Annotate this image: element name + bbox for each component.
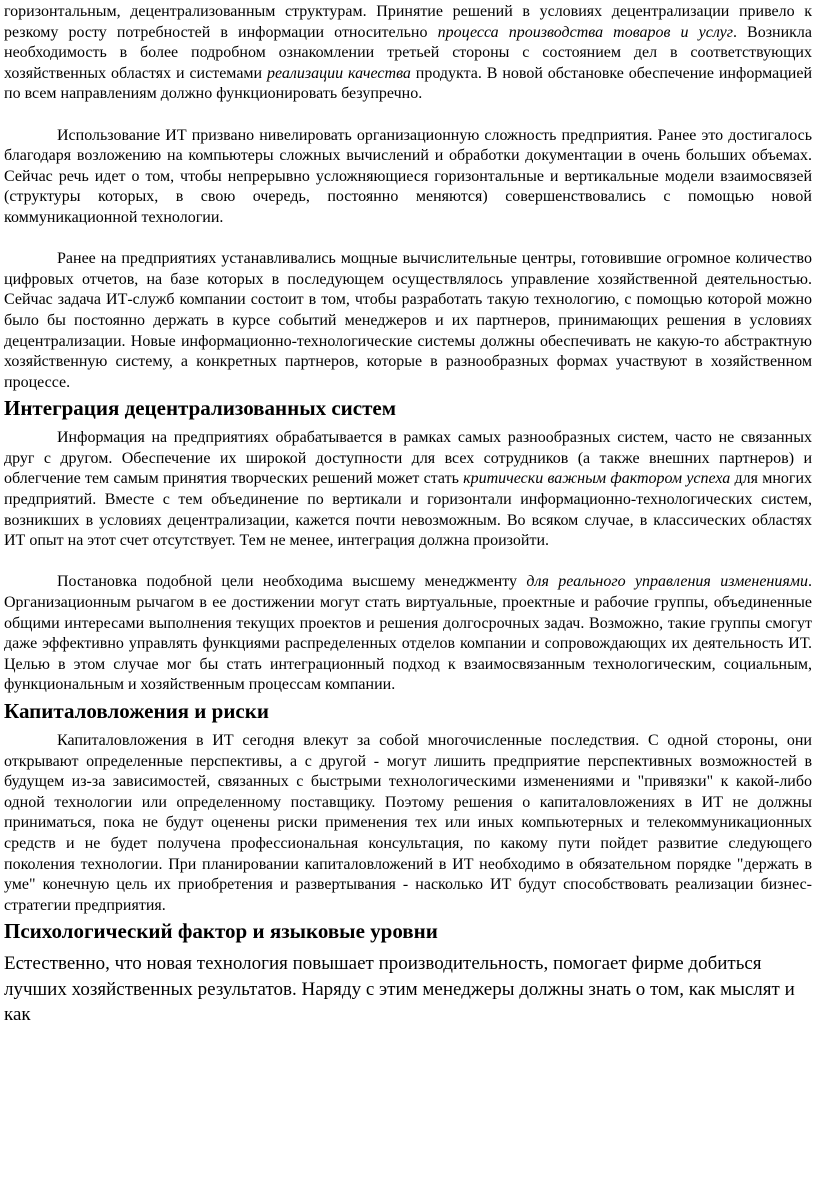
emphasis-change-management: для реального управления изменениями [526, 573, 809, 591]
heading-integration: Интеграция децентрализованных систем [4, 396, 397, 421]
paragraph-decentralization: горизонтальным, децентрализованным структурам. Принятие решений в условиях децентрализации привело к резкому росту потребностей в информации относительно процесса производства товаров и услуг. Возникла необходимость в более подробном ознакомлении третьей стороны с состоянием дел в соответствующих хозяйственных областях и системами реализации качества продукта. В новой обстановке обеспечение информацией по всем направлениям должно функционировать безупречно. [4, 3, 813, 103]
paragraph-management-goal: Постановка подобной цели необходима высшему менеджменту для реального управления изменениями. Организационным рычагом в ее достижении могут стать виртуальные, проектные и рабочие группы, объединенные общими интересами выполнения текущих проектов и решения долгосрочных задач. Возможно, такие группы смогут даже эффективно управлять функциями распределенных отделов компании и сопровождающих их деятельность ИТ. Целью в этом случае мог бы стать интеграционный подход к взаимосвязанным технологическим, социальным, функциональным и хозяйственным процессам компании. [4, 573, 813, 694]
paragraph-psychology: Естественно, что новая технология повышает производительность, помогает фирме добиться лучших хозяйственных результатов. Наряду с этим менеджеры должны знать о том, как мыслят и как [4, 953, 795, 1026]
paragraph-investments: Капиталовложения в ИТ сегодня влекут за собой многочисленные последствия. С одной стороны, они открывают определенные перспективы, а с другой - могут лишить предприятие перспективных возможностей в будущем из-за зависимостей, связанных с быстрыми технологическими изменениями и "привязки" к какой-либо одной технологии или определенному поставщику. Поэтому решения о капиталовложениях в ИТ не должны приниматься, пока не будут оценены риски применения тех или иных компьютерных и телекоммуникационных средств и не будет получена профессиональная консультация, по какому пути пойдет развитие следующего поколения технологии. При планировании капиталовложений в ИТ необходимо в обязательном порядке "держать в уме" конечную цель их приобретения и развертывания - насколько ИТ будут способствовать реализации бизнес-стратегии предприятия. [4, 732, 812, 914]
paragraph-information-systems: Информация на предприятиях обрабатывается в рамках самых разнообразных систем, часто не связанных друг с другом. Обеспечение их широкой доступности для всех сотрудников (а также внешних партнеров) и облегчение тем самым принятия творческих решений может стать критически важным фактором успеха для многих предприятий. Вместе с тем объединение по вертикали и горизонтали информационно-технологических систем, возникших в условиях децентрализации, кажется почти невозможным. Во всяком случае, в классических областях ИТ опыт на этот счет отсутствует. Тем не менее, интеграция должна произойти. [4, 429, 813, 550]
emphasis-success-factor: критически важным фактором успеха [463, 470, 731, 488]
heading-investments: Капиталовложения и риски [4, 699, 269, 723]
emphasis-quality: реализации качества [267, 64, 411, 82]
heading-psychology: Психологический фактор и языковые уровни [4, 919, 438, 944]
emphasis-production-process: процесса производства товаров и услуг [437, 23, 733, 41]
paragraph-it-complexity: Использование ИТ призвано нивелировать организационную сложность предприятия. Ранее это достигалось благодаря возложению на компьютеры сложных вычислений и обработки документации в очень больших объемах. Сейчас речь идет о том, чтобы непрерывно усложняющиеся горизонтальные и вертикальные модели взаимосвязей (структуры которых, в свою очередь, постоянно меняются) совершенствовались с помощью новой коммуникационной технологии. [4, 126, 812, 226]
paragraph-computing-centers: Ранее на предприятиях устанавливались мощные вычислительные центры, готовившие огромное количество цифровых отчетов, на базе которых в последующем осуществлялось управление хозяйственной деятельностью. Сейчас задача ИТ-служб компании состоит в том, чтобы разработать такую технологию, с помощью которой можно было бы постоянно держать в курсе событий менеджеров и их партнеров, принимающих решения в условиях децентрализации. Новые информационно-технологические системы должны обеспечивать не какую-то абстрактную хозяйственную систему, а конкретных партнеров, которые в разнообразных формах участвуют в хозяйственном процессе. [4, 250, 812, 391]
